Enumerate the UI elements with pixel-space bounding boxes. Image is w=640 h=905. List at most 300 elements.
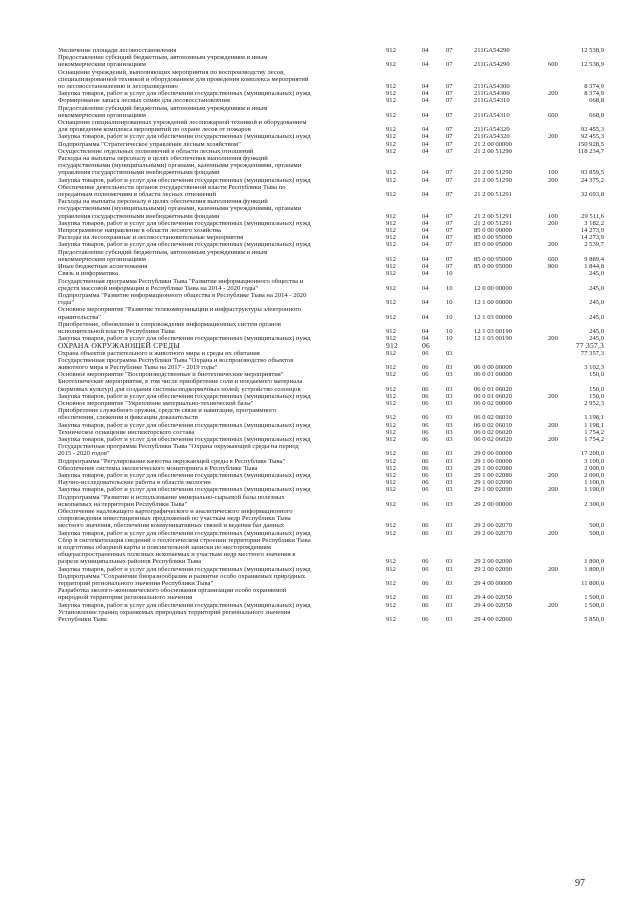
target-article-code: 21 2 00 00000 (474, 140, 512, 148)
amount: 12 538,9 (580, 61, 604, 69)
target-article-code: 29 4 00 02060 (474, 616, 512, 624)
expense-type-code: 100 (548, 212, 558, 220)
table-row (58, 148, 604, 155)
row-name (58, 465, 386, 472)
grbs-code: 912 (386, 126, 396, 134)
row-name-line: Сбор и систематизация сведений о геологическом строении территории Республики Тыва (58, 536, 311, 544)
row-name-line: некоммерческим организациям (58, 255, 146, 263)
expense-type-code: 200 (548, 90, 558, 98)
subsection-code: 03 (446, 392, 453, 400)
table-row (58, 573, 604, 587)
row-name (58, 278, 386, 292)
row-name (58, 47, 386, 54)
row-name-line: Подпрограмма "Регулирование качества окружающей среды в Республике Тыва" (58, 457, 286, 465)
target-article-code: 12 1 00 00000 (474, 299, 512, 307)
row-name (58, 422, 386, 429)
row-name-line: управления государственными внебюджетными фондами (58, 212, 220, 220)
grbs-code: 912 (386, 565, 396, 573)
target-article-code: 12 1 03 00190 (474, 327, 512, 335)
table-row (58, 350, 604, 357)
amount: 93 859,5 (580, 169, 604, 177)
row-name-line: Закупка товаров, работ и услуг для обеспечения государственных (муниципальных) нужд (58, 392, 311, 400)
section-code: 06 (422, 421, 429, 429)
row-name (58, 198, 386, 220)
expense-type-code: 600 (548, 255, 558, 263)
grbs-code: 912 (386, 140, 396, 148)
row-name-line: Непрограммное направление в области лесного хозяйства (58, 227, 221, 235)
row-name (58, 458, 386, 465)
subsection-code: 10 (446, 335, 453, 343)
section-code: 06 (422, 529, 429, 537)
grbs-code: 912 (386, 385, 396, 393)
row-name (58, 587, 386, 601)
row-name (58, 566, 386, 573)
expense-type-code: 200 (548, 471, 558, 479)
section-code: 04 (422, 147, 429, 155)
grbs-code: 912 (386, 428, 396, 436)
expense-type-code: 200 (548, 421, 558, 429)
amount: 1 844,8 (584, 263, 604, 271)
subsection-code: 07 (446, 169, 453, 177)
target-article-code: 21 2 00 51290 (474, 169, 512, 177)
section-code: 04 (422, 90, 429, 98)
target-article-code: 29 1 00 02090 (474, 479, 512, 487)
expense-type-code: 200 (548, 529, 558, 537)
amount: 11 800,0 (581, 580, 604, 588)
amount: 118 234,7 (577, 147, 604, 155)
subsection-code: 03 (446, 363, 453, 371)
expense-type-code: 200 (548, 133, 558, 141)
subsection-code: 03 (446, 450, 453, 458)
subsection-code: 03 (446, 601, 453, 609)
amount: 1 800,0 (584, 558, 604, 566)
table-row (58, 227, 604, 234)
row-name-line: местного значения, обеспечения коммуникативных связей и ведения баз данных (58, 522, 285, 530)
row-name-line: Установление границ охраняемых природных территорий регионального значения (58, 608, 291, 616)
row-name (58, 479, 386, 486)
row-name-line: территорий регионального значения Республики Тыва" (58, 580, 214, 588)
subsection-code: 03 (446, 594, 453, 602)
amount: 1 100,0 (584, 486, 604, 494)
row-name-line: Закупка товаров, работ и услуг для обеспечения государственных (муниципальных) нужд (58, 486, 311, 494)
grbs-code: 912 (386, 83, 396, 91)
grbs-code: 912 (386, 147, 396, 155)
row-name-line: Государственная программа Республики Тыва "Развитие информационного общества и (58, 277, 304, 285)
section-code: 04 (422, 61, 429, 69)
subsection-code: 07 (446, 176, 453, 184)
target-article-code: 06 0 02 06010 (474, 421, 512, 429)
row-name-line: Закупка товаров, работ и услуг для обеспечения государственных (муниципальных) нужд (58, 219, 311, 227)
expense-type-code: 200 (548, 601, 558, 609)
subsection-code: 07 (446, 212, 453, 220)
expense-type-code: 200 (548, 335, 558, 343)
section-code: 04 (422, 133, 429, 141)
subsection-code: 07 (446, 255, 453, 263)
subsection-code: 07 (446, 227, 453, 235)
subsection-code: 10 (446, 327, 453, 335)
grbs-code: 912 (386, 97, 396, 105)
row-name (58, 530, 386, 537)
grbs-code: 912 (386, 270, 396, 278)
table-row (58, 371, 604, 378)
row-name (58, 306, 386, 320)
amount: 92 455,3 (580, 126, 604, 134)
row-name (58, 177, 386, 184)
amount: 1 754,2 (584, 428, 604, 436)
row-name (58, 155, 386, 177)
row-name-line: Основное мероприятие "Воспроизводственные и биотехнические мероприятия" (58, 371, 284, 379)
section-code: 06 (422, 428, 429, 436)
row-name-line: Оснащение специализированных учреждений лесопожарной техникой и оборудованием (58, 119, 307, 127)
amount: 245,0 (589, 284, 604, 292)
row-name (58, 400, 386, 407)
subsection-code: 03 (446, 558, 453, 566)
expense-type-code: 100 (548, 169, 558, 177)
section-code: 06 (422, 522, 429, 530)
amount: 2 539,7 (584, 241, 604, 249)
row-name (58, 105, 386, 119)
row-name-line: Закупка товаров, работ и услуг для обеспечения государственных (муниципальных) нужд (58, 90, 311, 98)
grbs-code: 912 (386, 133, 396, 141)
target-article-code: 211GA54310 (474, 97, 510, 105)
row-name-line: ОХРАНА ОКРУЖАЮЩЕЙ СРЕДЫ (58, 341, 181, 351)
grbs-code: 912 (386, 90, 396, 98)
table-row (58, 321, 604, 335)
section-code: 04 (422, 111, 429, 119)
target-article-code: 06 0 01 00000 (474, 371, 512, 379)
section-code: 04 (422, 176, 429, 184)
table-row (58, 292, 604, 306)
row-name-line: Осуществление отдельных полномочий в области лесных отношений (58, 147, 254, 155)
subsection-code: 10 (446, 313, 453, 321)
target-article-code: 29 1 00 02080 (474, 471, 512, 479)
row-name-line: Республики Тыва (58, 616, 107, 624)
target-article-code: 29 2 00 02090 (474, 565, 512, 573)
amount: 77 357,3 (580, 349, 604, 357)
row-name-line: Закупка товаров, работ и услуг для обеспечения государственных (муниципальных) нужд (58, 565, 311, 573)
target-article-code: 29 2 00 00000 (474, 500, 512, 508)
row-name-line: обеспечения, слежения и фиксации доказательств (58, 414, 199, 422)
section-code: 06 (422, 341, 430, 351)
section-code: 04 (422, 97, 429, 105)
expense-type-code: 200 (548, 565, 558, 573)
amount: 245,0 (589, 335, 604, 343)
row-name-line: Подпрограмма "Развитие информационного общества в Республике Тыва на 2014 - 2020 (58, 291, 307, 299)
expense-type-code: 200 (548, 435, 558, 443)
section-code: 04 (422, 327, 429, 335)
target-article-code: 21 2 00 51290 (474, 147, 512, 155)
row-name (58, 443, 386, 457)
section-code: 06 (422, 479, 429, 487)
table-row (58, 378, 604, 392)
target-article-code: 85 0 00 00000 (474, 227, 512, 235)
subsection-code: 07 (446, 219, 453, 227)
target-article-code: 211GA54320 (474, 133, 510, 141)
row-name-line: 2015 - 2020 годов" (58, 450, 110, 458)
section-code: 06 (422, 471, 429, 479)
row-name-line: животного мира в Республике Тыва на 2017 - 2019 годы" (58, 363, 218, 371)
table-row (58, 400, 604, 407)
amount: 14 273,9 (580, 227, 604, 235)
row-name-line: Расходы на выплаты персоналу в целях обеспечения выполнения функций (58, 155, 268, 163)
table-row (58, 270, 604, 277)
section-code: 04 (422, 219, 429, 227)
table-row (58, 90, 604, 97)
target-article-code: 211GA54300 (474, 83, 510, 91)
row-name-line: Техническое оснащение инспекторского состава (58, 428, 195, 436)
section-code: 06 (422, 349, 429, 357)
subsection-code: 03 (446, 414, 453, 422)
row-name (58, 69, 386, 91)
section-code: 06 (422, 580, 429, 588)
section-code: 04 (422, 126, 429, 134)
grbs-code: 912 (386, 558, 396, 566)
row-name (58, 342, 386, 349)
target-article-code: 21 2 00 51291 (474, 219, 512, 227)
section-code: 06 (422, 594, 429, 602)
grbs-code: 912 (386, 191, 396, 199)
subsection-code: 03 (446, 580, 453, 588)
row-name (58, 407, 386, 421)
table-row (58, 220, 604, 227)
amount: 1 198,1 (584, 421, 604, 429)
row-name-line: разрезе муниципальных районов Республики Тыва (58, 558, 202, 566)
target-article-code: 21 2 00 51291 (474, 191, 512, 199)
grbs-code: 912 (386, 169, 396, 177)
row-name-line: правительства" (58, 313, 101, 321)
row-name-line: Предоставление субсидий бюджетным, автономным учреждениям и иным (58, 104, 268, 112)
grbs-code: 912 (386, 299, 396, 307)
table-row (58, 249, 604, 263)
section-code: 06 (422, 464, 429, 472)
row-name-line: ископаемых на территории Республики Тыва" (58, 500, 188, 508)
target-article-code: 29 4 00 02050 (474, 594, 512, 602)
amount: 1 100,0 (584, 479, 604, 487)
subsection-code: 07 (446, 191, 453, 199)
section-code: 04 (422, 284, 429, 292)
row-name-line: Приобретение, обновление и сопровождение информационных систем органов (58, 320, 281, 328)
expense-type-code: 800 (548, 263, 558, 271)
amount: 17 200,0 (580, 450, 604, 458)
target-article-code: 85 0 00 95000 (474, 234, 512, 242)
amount: 1 500,0 (584, 601, 604, 609)
row-name-line: некоммерческим организациям (58, 61, 146, 69)
row-name-line: Закупка товаров, работ и услуг для обеспечения государственных (муниципальных) нужд (58, 241, 311, 249)
table-row (58, 479, 604, 486)
subsection-code: 03 (446, 428, 453, 436)
grbs-code: 912 (386, 616, 396, 624)
row-name (58, 227, 386, 234)
table-row (58, 198, 604, 220)
grbs-code: 912 (386, 392, 396, 400)
section-code: 06 (422, 385, 429, 393)
table-row (58, 486, 604, 493)
row-name (58, 371, 386, 378)
subsection-code: 03 (446, 471, 453, 479)
row-name (58, 436, 386, 443)
grbs-code: 912 (386, 263, 396, 271)
target-article-code: 211GA54320 (474, 126, 510, 134)
amount: 500,0 (589, 522, 604, 530)
table-row (58, 494, 604, 508)
grbs-code: 912 (386, 341, 398, 351)
target-article-code: 06 0 01 06020 (474, 385, 512, 393)
amount: 3 102,3 (584, 363, 604, 371)
subsection-code: 07 (446, 133, 453, 141)
expense-type-code: 200 (548, 392, 558, 400)
row-name-line: Расходы на лесоохранные и лесовосстановительные мероприятия (58, 234, 244, 242)
row-name-line: Увеличение площади лесовосстановления (58, 47, 177, 54)
amount: 150,0 (589, 371, 604, 379)
row-name (58, 537, 386, 566)
target-article-code: 211GA54300 (474, 90, 510, 98)
section-code: 06 (422, 399, 429, 407)
target-article-code: 29 1 00 00000 (474, 457, 512, 465)
row-name-line: (кормовых культур) для создания системы подкормочных полей; устройство солонцов (58, 385, 301, 393)
amount: 150 928,5 (577, 140, 604, 148)
row-name-line: Предоставление субсидий бюджетным, автономным учреждениям и иным (58, 54, 268, 62)
table-row (58, 422, 604, 429)
expense-type-code: 600 (548, 61, 558, 69)
amount: 32 693,8 (580, 191, 604, 199)
target-article-code: 21 2 00 51290 (474, 176, 512, 184)
table-row (58, 436, 604, 443)
table-row (58, 54, 604, 68)
amount: 8 374,9 (584, 90, 604, 98)
target-article-code: 21 2 00 51291 (474, 212, 512, 220)
target-article-code: 12 0 00 00000 (474, 284, 512, 292)
amount: 9 889,4 (584, 255, 604, 263)
subsection-code: 07 (446, 90, 453, 98)
subsection-code: 03 (446, 399, 453, 407)
row-name-line: Закупка товаров, работ и услуг для обеспечения государственных (муниципальных) нужд (58, 133, 311, 141)
amount: 24 375,2 (580, 176, 604, 184)
row-name-line: Расходы на выплаты персоналу в целях обеспечения выполнения функций (58, 198, 268, 206)
row-name (58, 263, 386, 270)
subsection-code: 07 (446, 83, 453, 91)
row-name (58, 321, 386, 335)
row-name (58, 241, 386, 248)
subsection-code: 03 (446, 616, 453, 624)
section-code: 06 (422, 450, 429, 458)
section-code: 04 (422, 227, 429, 235)
grbs-code: 912 (386, 464, 396, 472)
section-code: 06 (422, 486, 429, 494)
amount: 5 850,0 (584, 616, 604, 624)
grbs-code: 912 (386, 363, 396, 371)
budget-table (58, 47, 604, 623)
row-name-line: Охрана объектов растительного и животного мира и среды их обитания (58, 349, 260, 357)
row-name-line: Основное мероприятие "Укрепление материально-технической базы" (58, 399, 254, 407)
target-article-code: 06 0 00 00000 (474, 363, 512, 371)
amount: 12 538,9 (580, 47, 604, 54)
row-name-line: специализированной техникой и оборудованием для проведения комплекса мероприятий (58, 75, 309, 83)
grbs-code: 912 (386, 255, 396, 263)
row-name (58, 429, 386, 436)
row-name-line: Обеспечение надлежащего картографического и аналитического информационного (58, 508, 293, 515)
row-name-line: государственными (муниципальными) органами, казенными учреждениями, органами (58, 205, 302, 213)
row-name (58, 508, 386, 530)
grbs-code: 912 (386, 500, 396, 508)
row-name (58, 54, 386, 68)
target-article-code: 12 1 03 00190 (474, 335, 512, 343)
target-article-code: 211GA54290 (474, 47, 510, 54)
grbs-code: 912 (386, 349, 396, 357)
subsection-code: 07 (446, 111, 453, 119)
table-row (58, 69, 604, 91)
table-row (58, 587, 604, 601)
subsection-code: 07 (446, 47, 453, 54)
subsection-code: 03 (446, 385, 453, 393)
section-code: 04 (422, 191, 429, 199)
section-code: 04 (422, 169, 429, 177)
row-name-line: Закупка товаров, работ и услуг для обеспечения государственных (муниципальных) нужд (58, 421, 311, 429)
table-row (58, 393, 604, 400)
row-name (58, 119, 386, 133)
row-name (58, 350, 386, 357)
amount: 2 300,0 (584, 500, 604, 508)
target-article-code: 06 0 02 06010 (474, 414, 512, 422)
row-name (58, 90, 386, 97)
table-row (58, 537, 604, 566)
section-code: 04 (422, 83, 429, 91)
amount: 245,0 (589, 270, 604, 278)
grbs-code: 912 (386, 414, 396, 422)
amount: 1 754,2 (584, 435, 604, 443)
grbs-code: 912 (386, 529, 396, 537)
row-name-line: Подпрограмма "Стратегическое управление лесным хозяйством" (58, 140, 241, 148)
subsection-code: 07 (446, 97, 453, 105)
row-name-line: Оснащение учреждений, выполняющих мероприятия по воспроизводству лесов, (58, 68, 285, 76)
subsection-code: 03 (446, 479, 453, 487)
row-name-line: Связь и информатика (58, 270, 119, 278)
subsection-code: 07 (446, 126, 453, 134)
amount: 150,0 (589, 385, 604, 393)
grbs-code: 912 (386, 313, 396, 321)
row-name (58, 573, 386, 587)
row-name-line: Разработка эколого-экономического обоснования организации особо охраняемой (58, 587, 287, 595)
grbs-code: 912 (386, 522, 396, 530)
amount: 14 273,9 (580, 234, 604, 242)
amount: 92 455,3 (580, 133, 604, 141)
grbs-code: 912 (386, 450, 396, 458)
row-name-line: Закупка товаров, работ и услуг для обеспечения государственных (муниципальных) нужд (58, 335, 311, 343)
table-row (58, 234, 604, 241)
table-row (58, 458, 604, 465)
grbs-code: 912 (386, 457, 396, 465)
table-row (58, 177, 604, 184)
table-row (58, 472, 604, 479)
row-name-line: Обеспечение деятельности органов государственной власти Республики Тыва по (58, 183, 286, 191)
subsection-code: 03 (446, 565, 453, 573)
subsection-code: 03 (446, 435, 453, 443)
amount: 29 511,6 (581, 212, 604, 220)
row-name-line: и подготовка обзорной карты и пояснительной записки по месторождениям (58, 544, 271, 552)
table-row (58, 357, 604, 371)
row-name-line: государственными (муниципальными) органами, казенными учреждениями, органами (58, 162, 302, 170)
grbs-code: 912 (386, 176, 396, 184)
amount: 1 500,0 (584, 594, 604, 602)
target-article-code: 29 2 00 02090 (474, 558, 512, 566)
section-code: 06 (422, 414, 429, 422)
row-name-line: Научно-исследовательские работы в области экологии (58, 479, 211, 487)
subsection-code: 07 (446, 241, 453, 249)
row-name (58, 184, 386, 198)
target-article-code: 29 0 00 00000 (474, 450, 512, 458)
amount: 77 357,3 (575, 341, 604, 351)
row-name (58, 609, 386, 623)
row-name-line: Основное мероприятие "Развитие телекоммуникации и инфраструктуры электронного (58, 306, 302, 314)
